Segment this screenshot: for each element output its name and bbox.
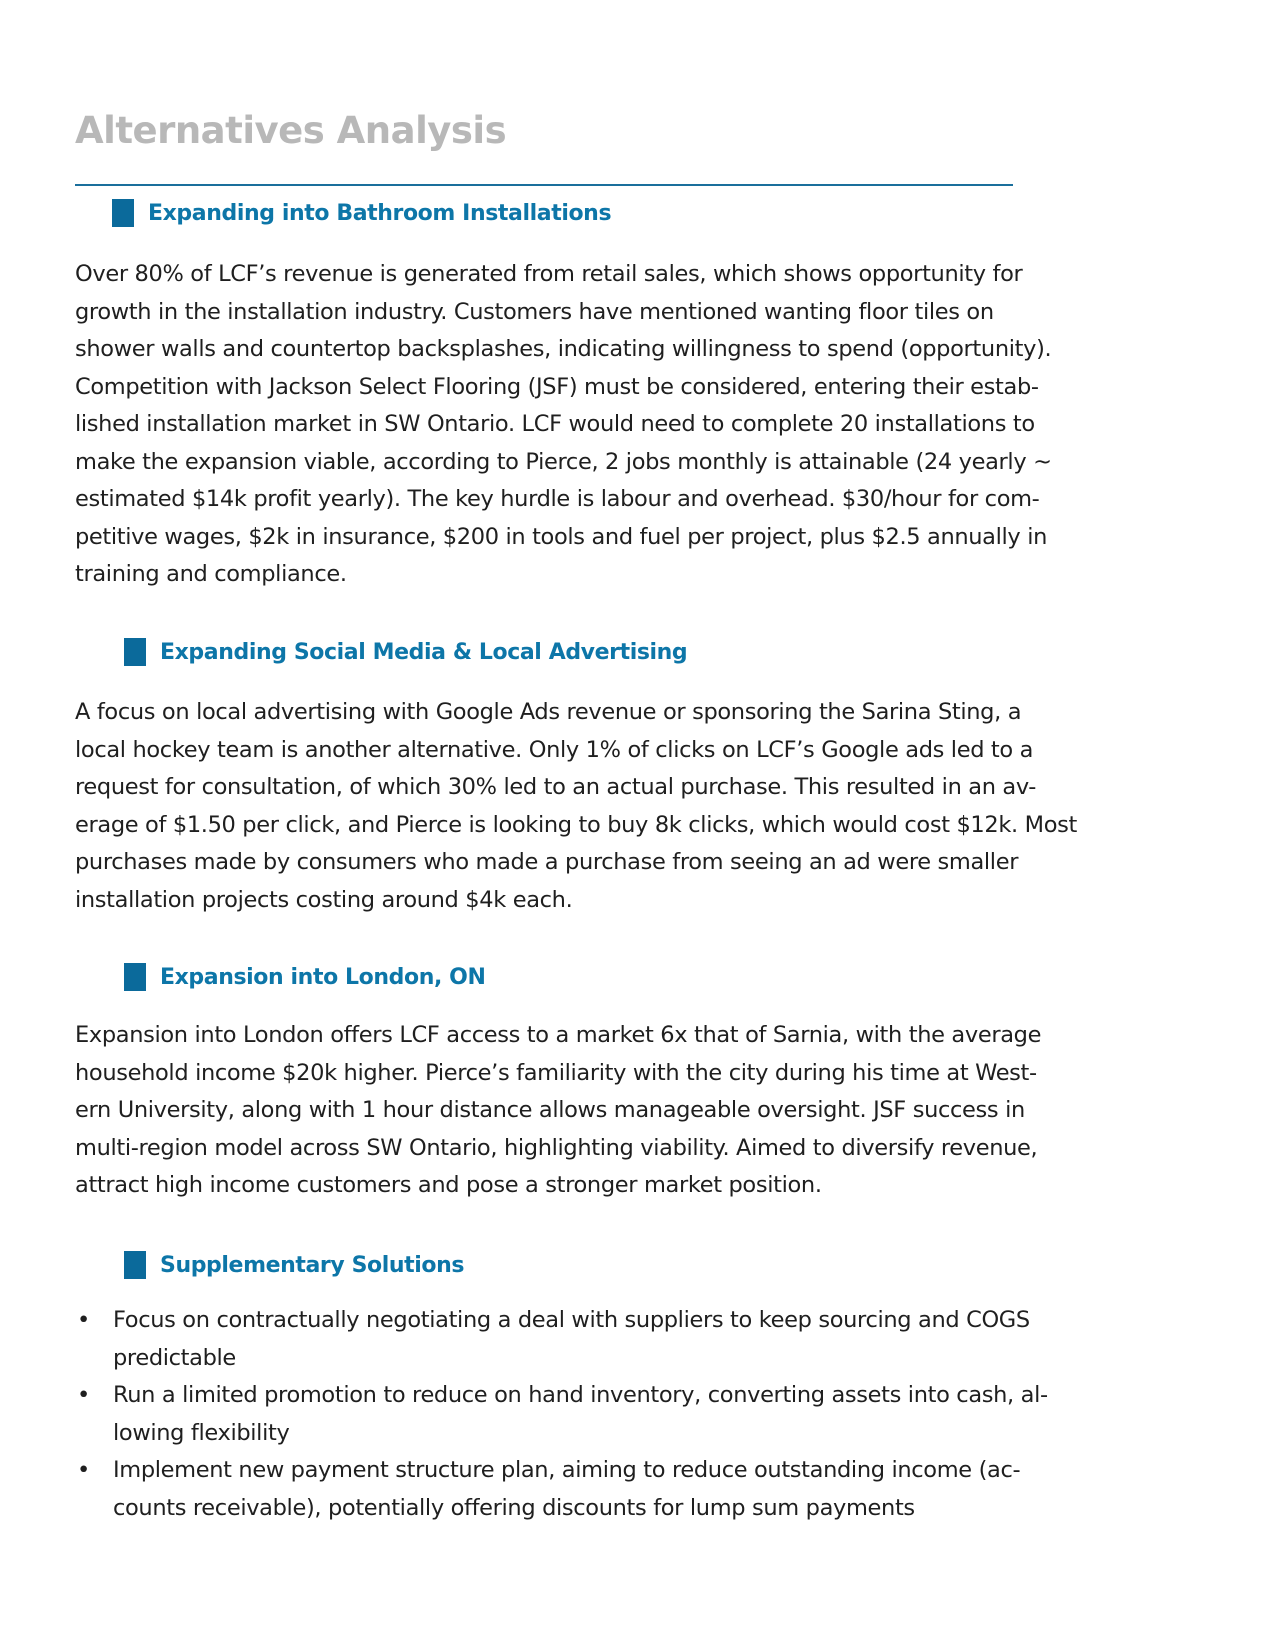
section-heading-text: Expanding Social Media & Local Advertising	[160, 639, 688, 665]
list-item	[75, 1302, 1205, 1377]
section-paragraph-london-expansion	[75, 1017, 1205, 1205]
list-item-line: predictable	[113, 1344, 236, 1371]
section-heading-social-media-advertising	[124, 638, 687, 666]
list-item-line: Run a limited promotion to reduce on hand inventory, converting assets into cash, al-	[113, 1382, 1048, 1408]
paragraph-line: erage of $1.50 per click, and Pierce is looking to buy 8k clicks, which would cost $12k. Most	[75, 811, 1077, 838]
list-item-line: Focus on contractually negotiating a deal with suppliers to keep sourcing and COGS	[113, 1307, 1030, 1333]
section-paragraph-social-media-advertising	[75, 694, 1205, 919]
paragraph-line: A focus on local advertising with Google Ads revenue or sponsoring the Sarina Sting, a	[75, 699, 1022, 725]
paragraph-line: growth in the installation industry. Customers have mentioned wanting floor tiles on	[75, 298, 994, 325]
section-paragraph-bathroom-installations	[75, 256, 1205, 594]
section-heading-text: Supplementary Solutions	[160, 1252, 465, 1278]
section-heading-bathroom-installations	[112, 199, 611, 227]
list-item-line: Implement new payment structure plan, aiming to reduce outstanding income (ac-	[113, 1457, 1021, 1483]
paragraph-line: make the expansion viable, according to Pierce, 2 jobs monthly is attainable (24 yearly ~	[75, 448, 1052, 475]
heading-marker-icon	[124, 1251, 146, 1279]
page-title: Alternatives Analysis	[75, 109, 507, 152]
heading-marker-icon	[112, 199, 134, 227]
section-heading-text: Expanding into Bathroom Installations	[148, 200, 612, 226]
list-item	[75, 1452, 1205, 1527]
paragraph-line: local hockey team is another alternative. Only 1% of clicks on LCF’s Google ads led to a	[75, 736, 1034, 763]
paragraph-line: purchases made by consumers who made a purchase from seeing an ad were smaller	[75, 849, 1019, 875]
paragraph-line: ern University, along with 1 hour distance allows manageable oversight. JSF success in	[75, 1097, 1025, 1123]
paragraph-line: training and compliance.	[75, 561, 347, 587]
list-item	[75, 1377, 1205, 1452]
title-divider	[75, 184, 1013, 186]
paragraph-line: attract high income customers and pose a stronger market position.	[75, 1172, 822, 1198]
paragraph-line: estimated $14k profit yearly). The key hurdle is labour and overhead. $30/hour for com-	[75, 486, 1040, 512]
bullet-icon: •	[77, 1457, 90, 1483]
paragraph-line: Expansion into London offers LCF access to a market 6x that of Sarnia, with the average	[75, 1022, 1042, 1048]
section-heading-text: Expansion into London, ON	[160, 964, 486, 990]
list-item-line: lowing flexibility	[113, 1419, 290, 1446]
paragraph-line: household income $20k higher. Pierce’s familiarity with the city during his time at West-	[75, 1059, 1037, 1086]
list-item-line: counts receivable), potentially offering discounts for lump sum payments	[113, 1494, 915, 1521]
bullet-icon: •	[77, 1382, 90, 1408]
heading-marker-icon	[124, 638, 146, 666]
paragraph-line: request for consultation, of which 30% led to an actual purchase. This resulted in an av-	[75, 774, 1036, 800]
paragraph-line: Competition with Jackson Select Flooring (JSF) must be considered, entering their estab-	[75, 373, 1039, 400]
paragraph-line: Over 80% of LCF’s revenue is generated from retail sales, which shows opportunity for	[75, 261, 1023, 287]
supplementary-solutions-list	[75, 1302, 1205, 1527]
paragraph-line: shower walls and countertop backsplashes, indicating willingness to spend (opportunity).	[75, 336, 1052, 362]
heading-marker-icon	[124, 963, 146, 991]
paragraph-line: multi-region model across SW Ontario, highlighting viability. Aimed to diversify revenue,	[75, 1134, 1038, 1161]
paragraph-line: installation projects costing around $4k each.	[75, 886, 573, 913]
bullet-icon: •	[77, 1307, 90, 1333]
paragraph-line: petitive wages, $2k in insurance, $200 in tools and fuel per project, plus $2.5 annually in	[75, 523, 1048, 550]
paragraph-line: lished installation market in SW Ontario. LCF would need to complete 20 installations to	[75, 411, 1035, 437]
section-heading-supplementary-solutions	[124, 1251, 464, 1279]
section-heading-london-expansion	[124, 963, 486, 991]
